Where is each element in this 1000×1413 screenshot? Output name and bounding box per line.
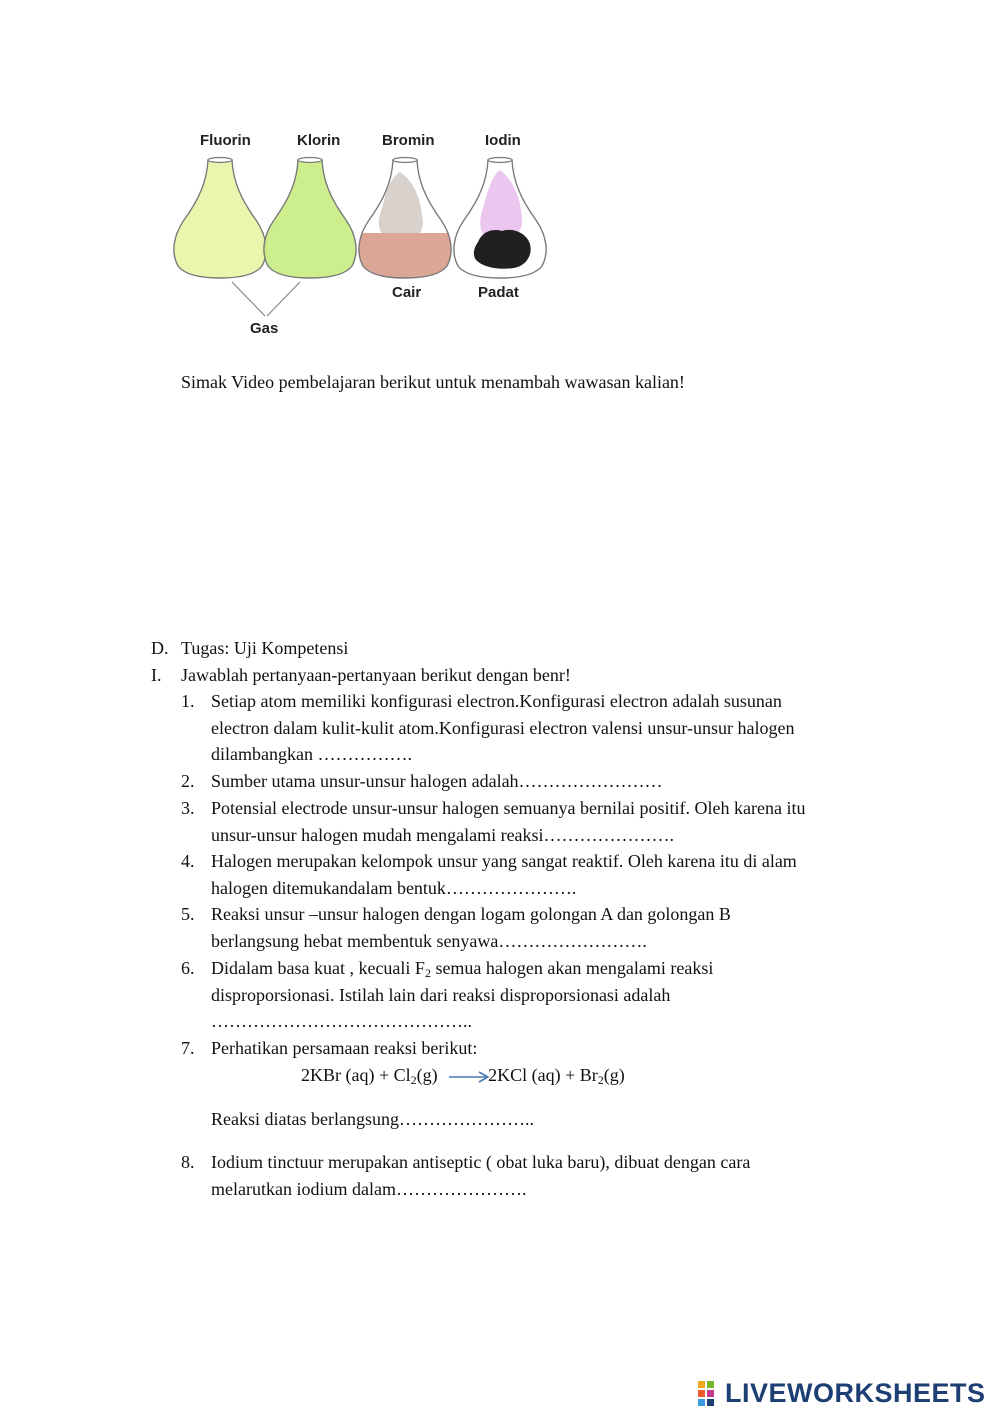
halogen-flasks-figure (170, 120, 570, 345)
label-bromin: Bromin (382, 132, 435, 149)
logo-text: LIVEWORKSHEETS (725, 1377, 986, 1408)
question-line: unsur-unsur halogen mudah mengalami reaksi…………………. (211, 824, 675, 845)
question-6 (181, 955, 901, 1035)
question-2 (181, 768, 901, 795)
question-line: disproporsionasi. Istilah lain dari reaksi disproporsionasi adalah (211, 984, 671, 1005)
question-line: Didalam basa kuat , kecuali $F_2$ semua halogen akan mengalami reaksi (211, 958, 714, 980)
label-fluorin: Fluorin (200, 132, 251, 149)
question-line: halogen ditemukandalam bentuk…………………. (211, 877, 577, 898)
gas-bracket-lines (232, 282, 300, 316)
liveworksheets-logo (697, 1378, 986, 1408)
reaction-equation: 2KBr $(aq) + Cl_2(g)$ 2KCl $(aq) + Br_2(g)$ (301, 1065, 625, 1087)
section-marker: D. (151, 638, 169, 658)
question-line: melarutkan iodium dalam…………………. (211, 1178, 527, 1199)
question-line: Setiap atom memiliki konfigurasi electron.Konfigurasi electron adalah susunan (211, 691, 782, 711)
flask-klorin (260, 158, 360, 281)
intro-text: Simak Video pembelajaran berikut untuk menambah wawasan kalian! (181, 372, 685, 392)
question-line: Reaksi unsur –unsur halogen dengan logam golongan A dan golongan B (211, 904, 731, 924)
logo-mark-icon (697, 1379, 723, 1407)
label-padat: Padat (478, 284, 519, 301)
flask-iodin (454, 158, 546, 279)
question-number: 5. (181, 904, 195, 924)
question-line: berlangsung hebat membentuk senyawa……………………. (211, 930, 647, 951)
question-number: 8. (181, 1152, 195, 1172)
question-4 (181, 848, 901, 901)
question-number: 1. (181, 691, 195, 711)
question-line: Perhatikan persamaan reaksi berikut: (211, 1038, 478, 1058)
question-line: Halogen merupakan kelompok unsur yang sangat reaktif. Oleh karena itu di alam (211, 851, 797, 871)
label-klorin: Klorin (297, 132, 341, 149)
label-iodin: Iodin (485, 132, 521, 149)
question-7 (181, 1035, 901, 1062)
question-line: Sumber utama unsur-unsur halogen adalah…………………… (211, 771, 663, 791)
question-line: electron dalam kulit-kulit atom.Konfigurasi electron valensi unsur-unsur halogen (211, 717, 795, 738)
question-number: 7. (181, 1038, 195, 1058)
question-number: 4. (181, 851, 195, 871)
question-3 (181, 795, 901, 848)
question-8 (181, 1149, 901, 1202)
question-line: Potensial electrode unsur-unsur halogen semuanya bernilai positif. Oleh karena itu (211, 798, 806, 818)
question-number: 6. (181, 958, 195, 978)
part-marker: I. (151, 665, 162, 685)
question-5 (181, 901, 901, 954)
flask-bromin (355, 158, 455, 284)
question-line: Iodium tinctuur merupakan antiseptic ( obat luka baru), dibuat dengan cara (211, 1152, 751, 1172)
label-gas: Gas (250, 320, 279, 337)
flask-fluorin (170, 158, 270, 281)
question-line: …………………………………….. (211, 1011, 472, 1031)
reaction-answer-line: Reaksi diatas berlangsung………………….. (211, 1109, 534, 1129)
question-number: 2. (181, 771, 195, 791)
section-title: Tugas: Uji Kompetensi (181, 638, 349, 658)
arrow-right-icon (448, 1070, 490, 1084)
label-cair: Cair (392, 284, 422, 301)
question-1 (181, 688, 901, 768)
question-line: dilambangkan ……………. (211, 744, 412, 764)
part-title: Jawablah pertanyaan-pertanyaan berikut dengan benr! (181, 665, 571, 685)
question-number: 3. (181, 798, 195, 818)
